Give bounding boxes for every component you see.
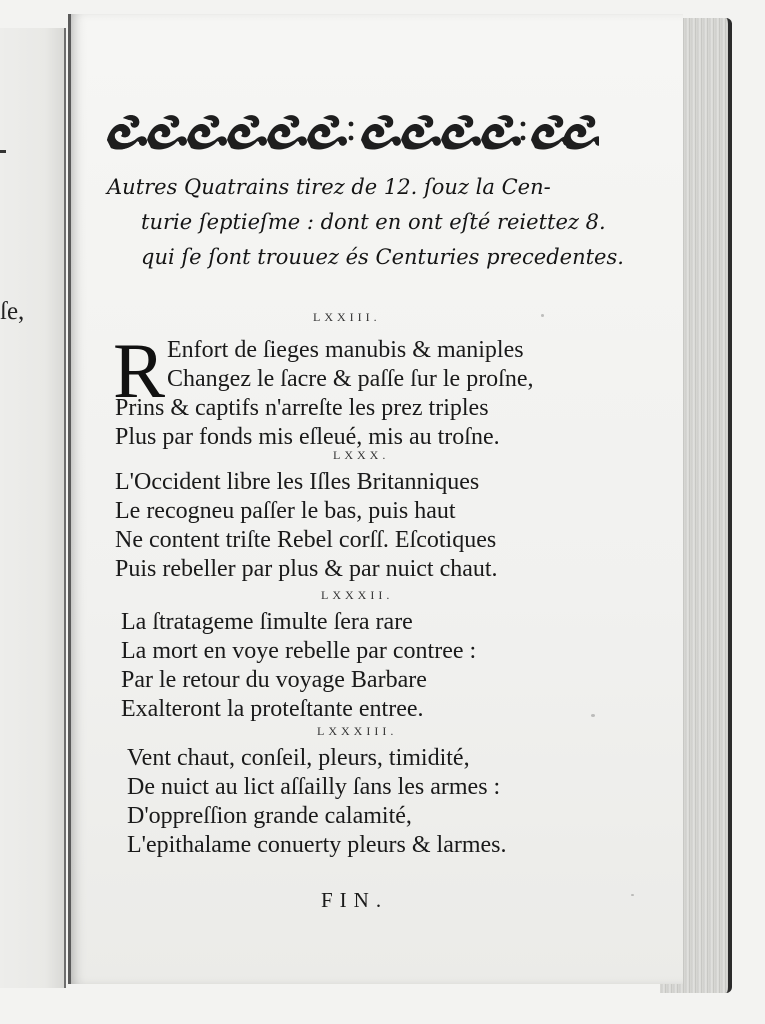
quatrain-numeral: LXXX.	[333, 448, 390, 462]
paper-speck	[591, 714, 595, 717]
quatrain-numeral: LXXXIII.	[317, 724, 398, 738]
verse-line: Vent chaut, conſeil, pleurs, timidité,	[127, 745, 470, 771]
verse-line: Ne content triſte Rebel corſſ. Eſcotiques	[115, 527, 497, 553]
heading-line-2: turie ſeptieſme : dont en ont eſté reiettez 8.	[141, 210, 606, 234]
paper-speck	[541, 314, 544, 317]
heading-line-1: Autres Quatrains tirez de 12. ſouz la Cen-	[107, 175, 551, 199]
verse-line: La ſtratageme ſimulte ſera rare	[121, 609, 413, 635]
left-page-fragment	[0, 28, 66, 988]
drop-cap: R	[113, 327, 166, 414]
left-page-mark	[0, 150, 6, 153]
verse-line: Par le retour du voyage Barbare	[121, 667, 427, 693]
verse-line: Changez le ſacre & paſſe ſur le proſne,	[167, 366, 534, 392]
heading-line-3: qui ſe ſont trouuez és Centuries precedentes.	[141, 245, 624, 269]
section-heading	[107, 170, 667, 275]
verse-line: Puis rebeller par plus & par nuict chaut.	[115, 556, 498, 582]
verse-line: L'epithalame conuerty pleurs & larmes.	[127, 832, 507, 858]
left-page-text: ſe,	[0, 298, 25, 325]
verse-line: Prins & captifs n'arreſte les prez triples	[115, 395, 489, 421]
paper-speck	[631, 894, 634, 896]
verse-line: Plus par fonds mis eſleué, mis au troſne.	[115, 424, 500, 450]
verse-line: Le recogneu paſſer le bas, puis haut	[115, 498, 456, 524]
fleuron-ornament-band	[105, 110, 599, 154]
verse-line: L'Occident libre les Iſles Britanniques	[115, 469, 480, 495]
quatrain-numeral: LXXIII.	[313, 310, 381, 324]
verse-line: La mort en voye rebelle par contree :	[121, 638, 477, 664]
verse-line: Enfort de ſieges manubis & maniples	[167, 337, 524, 363]
fin-colophon: FIN.	[321, 888, 389, 912]
verse-line: Exalteront la proteſtante entree.	[121, 696, 424, 722]
verse-line: D'oppreſſion grande calamité,	[127, 803, 412, 829]
right-page	[68, 14, 683, 984]
verse-line: De nuict au lict aſſailly ſans les armes :	[127, 774, 501, 800]
quatrain-numeral: LXXXII.	[321, 588, 394, 602]
